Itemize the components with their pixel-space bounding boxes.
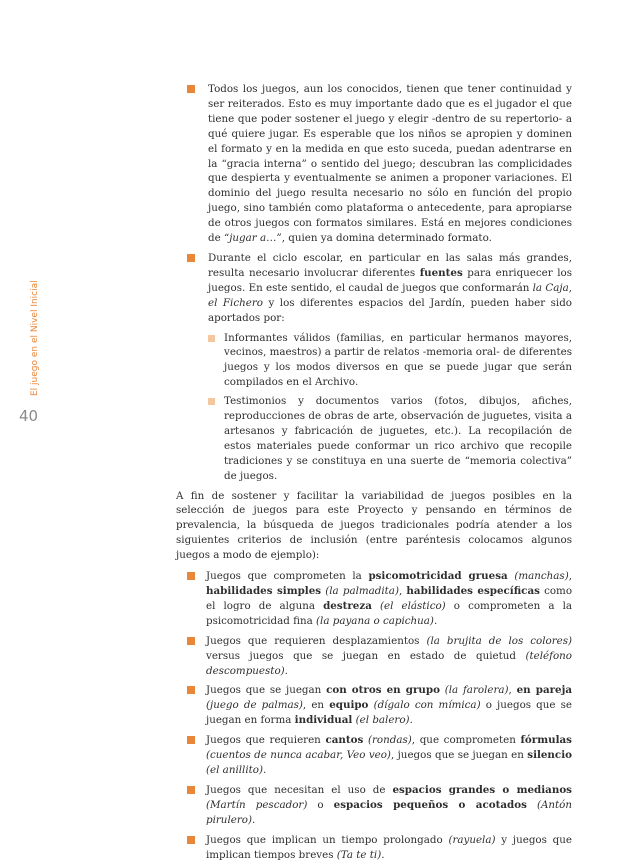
text-run: Testimonios y documentos varios (fotos, dibujos, afiches, reproducciones de obras de arte, observación de juguetes, visita a artesanos y fabricación de juguetes, etc.). La recopilación de estos materiales puede conformar un rico archivo que recopile tradiciones y se constituya en una suerte de “memoria colectiva” de juegos. <box>224 395 572 482</box>
list-item-text <box>206 684 572 726</box>
top-bullet-list <box>176 82 572 326</box>
text-run: , juegos que se juegan en <box>390 749 528 762</box>
text-run: (rondas) <box>367 734 412 747</box>
criteria-item <box>176 569 572 629</box>
criteria-item <box>176 683 572 728</box>
text-run: , que comprometen <box>411 734 521 747</box>
list-item <box>176 82 572 246</box>
square-bullet-icon <box>187 572 195 580</box>
square-bullet-icon <box>187 637 195 645</box>
text-run: Durante el ciclo escolar, en particular en las salas más grandes, resulta necesario involucrar diferentes <box>208 251 572 279</box>
text-run <box>372 600 380 612</box>
text-run: habilidades específicas <box>406 585 540 597</box>
text-run: (rayuela) <box>448 833 496 846</box>
criteria-item <box>176 783 572 828</box>
text-run: “jugar a…” <box>223 232 282 245</box>
square-bullet-icon <box>187 254 195 262</box>
text-run: habilidades simples <box>206 585 322 597</box>
square-bullet-icon <box>187 686 195 694</box>
text-run: (teléfono descompuesto) <box>206 649 572 677</box>
square-bullet-icon <box>187 836 195 844</box>
text-run: . <box>433 614 438 627</box>
text-run: y juegos que implican tiempos breves <box>206 833 572 861</box>
text-run: . <box>262 763 267 776</box>
list-item-text <box>206 570 572 627</box>
criteria-item <box>176 833 572 863</box>
text-run: Informantes válidos (familias, en particular hermanos mayores, vecinos, maestros) a partir de relatos -memoria oral- de diferentes juegos y los modos diversos en que se puede jugar que serán compilados en el Archivo. <box>224 331 572 389</box>
text-run <box>527 799 537 811</box>
text-run: o <box>307 798 334 811</box>
text-run: , <box>508 684 517 697</box>
text-run: Juegos que se juegan <box>206 684 327 697</box>
text-run: en pareja <box>516 684 572 697</box>
page-number: 40 <box>19 407 39 425</box>
text-run: , quien ya domina determinado formato. <box>281 232 492 245</box>
text-run: , <box>568 570 573 583</box>
text-run: (la palmadita) <box>325 585 399 597</box>
text-run: . <box>381 848 385 861</box>
text-run: (Antón pirulero) <box>206 798 572 826</box>
text-run: psicomotricidad gruesa <box>368 570 508 583</box>
list-item-text <box>208 252 572 324</box>
square-bullet-icon <box>187 786 195 794</box>
text-run: , <box>398 585 407 597</box>
text-run: (la payana o capichua) <box>316 614 434 627</box>
text-run: . <box>409 714 413 727</box>
square-bullet-icon <box>187 85 195 93</box>
text-run: . <box>284 664 288 677</box>
text-run: fórmulas <box>520 734 572 747</box>
text-run: (juego de palmas) <box>206 699 303 712</box>
sub-list-item <box>176 331 572 391</box>
text-run: o juegos que se juegan en forma <box>206 699 573 727</box>
text-run: individual <box>294 714 353 727</box>
list-item-text <box>224 395 572 482</box>
text-run: (cuentos de nunca acabar, Veo veo) <box>206 749 391 762</box>
text-run: Juegos que comprometen la <box>206 570 369 583</box>
text-run: Juegos que requieren <box>206 734 326 747</box>
text-run: y los diferentes espacios del Jardín, pueden haber sido aportados por: <box>208 296 572 324</box>
criteria-list <box>176 569 572 862</box>
list-item-text <box>206 734 572 776</box>
text-run: la Caja, el Fichero <box>208 281 572 309</box>
text-run: (el elástico) <box>379 599 446 612</box>
text-run: destreza <box>323 599 372 612</box>
text-run: para enriquecer los juegos. En este sentido, el caudal de juegos que conformarán <box>208 266 572 294</box>
text-run: silencio <box>527 749 572 762</box>
text-run: (Martín pescador) <box>206 798 308 811</box>
list-item-text <box>224 332 572 389</box>
square-bullet-icon <box>208 398 215 405</box>
text-run: Todos los juegos, aun los conocidos, tienen que tener continuidad y ser reiterados. Esto es muy importante dado que es el jugador el que tiene que poder sostener el juego y elegir -dentro de su repertorio- a qué quiere jugar. Es esperable que los niños se apropien y dominen el formato y en la medida en que esto suceda, puedan adentrarse en la “gracia interna” o sentido del juego; descubran las complicidades que despierta y eventualmente se animen a proponer variaciones. El dominio del juego resulta necesario no sólo en función del propio juego, sino también como plataforma o antecedente, para apropiarse de otros juegos con formatos similares. Está en mejores condiciones de <box>208 83 572 245</box>
text-run: Juegos que implican un tiempo prolongado <box>206 833 449 846</box>
text-run: espacios pequeños o acotados <box>333 798 527 811</box>
text-run: (dígalo con mímica) <box>373 699 481 712</box>
running-title: El juego en el Nivel Inicial <box>30 280 40 396</box>
text-run: . <box>251 813 256 826</box>
text-run: (la brujita de los colores) <box>426 634 573 647</box>
text-run: , en <box>302 699 330 712</box>
text-run: Juegos que requieren desplazamientos <box>206 634 427 647</box>
list-item <box>176 251 572 326</box>
sub-bullet-list <box>176 331 572 484</box>
text-run: como el logro de alguna <box>206 585 573 612</box>
text-run: cantos <box>325 734 364 747</box>
text-run: (el anillito) <box>206 763 263 776</box>
page-sidebar <box>0 0 70 833</box>
list-item-text <box>206 834 572 861</box>
list-item-text <box>208 83 572 244</box>
sub-list-item <box>176 394 572 483</box>
square-bullet-icon <box>187 736 195 744</box>
body-paragraph: A fin de sostener y facilitar la variabilidad de juegos posibles en la selección de juegos para este Proyecto y pensando en términos de prevalencia, la búsqueda de juegos tradicionales podría atender a los siguientes criterios de inclusión (entre paréntesis colocamos algunos juegos a modo de ejemplo): <box>176 489 572 562</box>
list-item-text <box>206 784 572 826</box>
text-run: (manchas) <box>514 570 569 583</box>
text-run: versus juegos que se juegan en estado de quietud <box>206 649 526 662</box>
criteria-item <box>176 634 572 679</box>
text-run: o comprometen a la psicomotricidad fina <box>206 599 572 627</box>
list-item-text <box>206 635 572 677</box>
text-run: (el balero) <box>355 714 410 727</box>
text-run: con otros en grupo <box>326 684 440 697</box>
text-run: Juegos que necesitan el uso de <box>206 783 393 796</box>
page-body <box>176 82 572 867</box>
square-bullet-icon <box>208 335 215 342</box>
text-run: (Ta te ti) <box>336 848 382 861</box>
text-run: equipo <box>329 699 369 712</box>
criteria-item <box>176 733 572 778</box>
text-run: (la farolera) <box>444 684 509 697</box>
text-run: espacios grandes o medianos <box>392 783 572 796</box>
text-run: fuentes <box>419 266 463 279</box>
